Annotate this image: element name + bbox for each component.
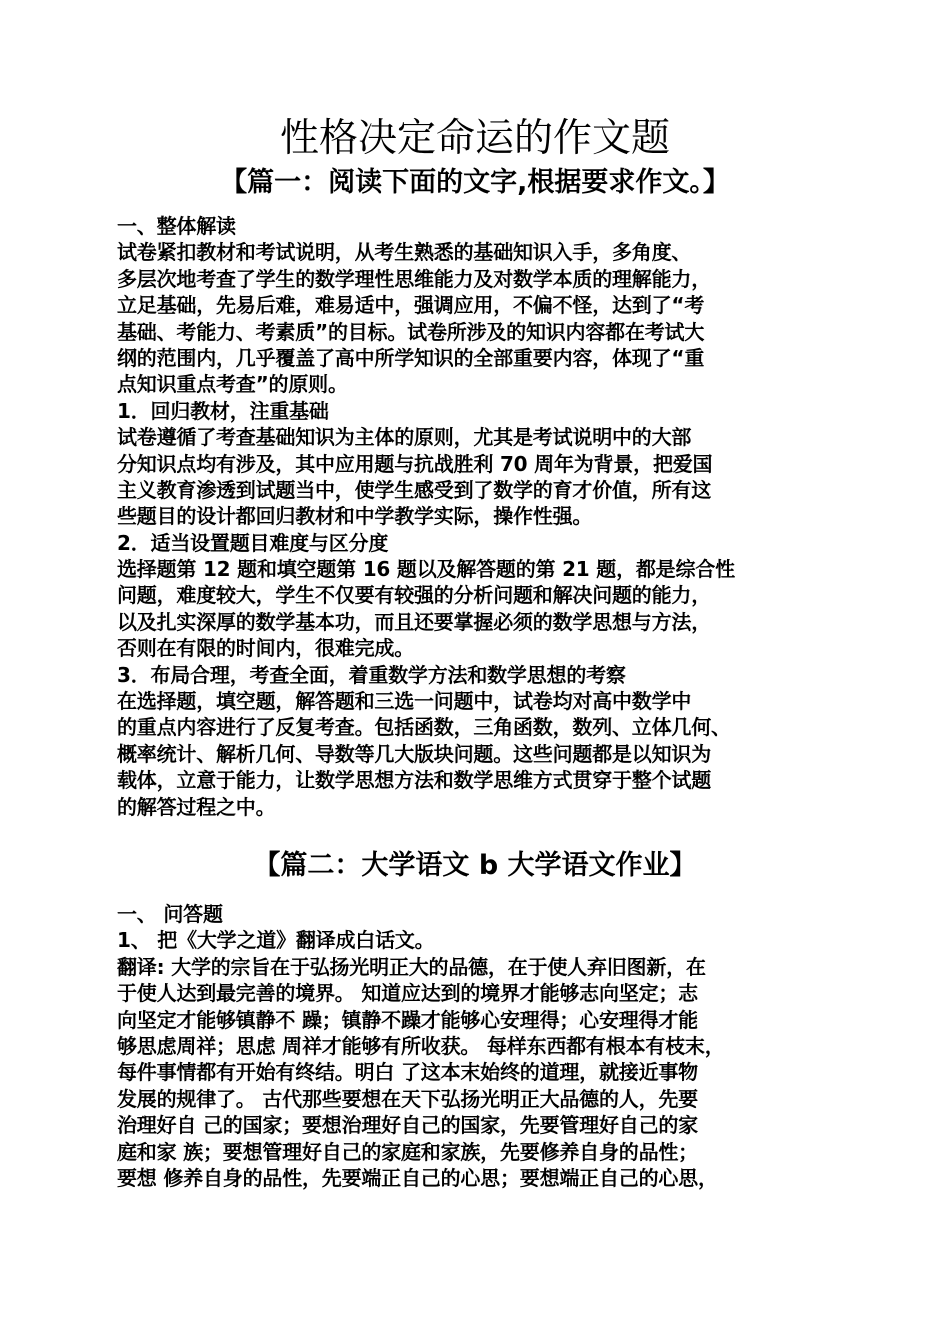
- text-line: 分知识点均有涉及，其中应用题与抗战胜利 70 周年为背景，把爱国: [117, 451, 713, 476]
- subheading-line: 1．回归教材，注重基础: [117, 398, 329, 423]
- text-line: 发展的规律了。 古代那些要想在天下弘扬光明正大品德的人，先要: [117, 1086, 698, 1111]
- text-line: 试卷遵循了考查基础知识为主体的原则，尤其是考试说明中的大部: [117, 425, 692, 450]
- document-title: 性格决定命运的作文题: [279, 116, 670, 161]
- text-line: 选择题第 12 题和填空题第 16 题以及解答题的第 21 题，都是综合性: [117, 557, 735, 582]
- text-line: 概率统计、解析几何、导数等几大版块问题。这些问题都是以知识为: [117, 741, 711, 766]
- section-body-1: [117, 213, 839, 820]
- text-line: 否则在有限的时间内，很难完成。: [117, 636, 414, 661]
- text-line: 试卷紧扣教材和考试说明，从考生熟悉的基础知识入手，多角度、: [117, 240, 692, 265]
- text-line: 点知识重点考查”的原则。: [117, 372, 348, 397]
- text-line: 要想 修养自身的品性，先要端正自己的心思；要想端正自己的心思，: [117, 1165, 718, 1190]
- text-line: 翻译: 大学的宗旨在于弘扬光明正大的品德，在于使人弃旧图新，在: [117, 954, 706, 979]
- text-line: 问题，难度较大，学生不仅要有较强的分析问题和解决问题的能力，: [117, 583, 711, 608]
- text-line: 以及扎实深厚的数学基本功，而且还要掌握必须的数学思想与方法，: [117, 609, 711, 634]
- text-line: 够思虑周祥；思虑 周祥才能够有所收获。 每样东西都有根本有枝末，: [117, 1033, 725, 1058]
- section-body-2: [117, 901, 839, 1191]
- text-line: 每件事情都有开始有终结。明白 了这本末始终的道理，就接近事物: [117, 1060, 698, 1085]
- text-line: 载体，立意于能力，让数学思想方法和数学思维方式贯穿于整个试题: [117, 768, 711, 793]
- text-line: 多层次地考查了学生的数学理性思维能力及对数学本质的理解能力，: [117, 266, 711, 291]
- section-heading-qa: 一、 问答题: [117, 902, 223, 926]
- subheading-line: 2．适当设置题目难度与区分度: [117, 530, 389, 555]
- section-heading-1: 【篇一：阅读下面的文字,根据要求作文。】: [220, 167, 730, 198]
- text-line: 立足基础，先易后难，难易适中，强调应用，不偏不怪，达到了“考: [117, 293, 705, 318]
- text-line: 于使人达到最完善的境界。 知道应达到的境界才能够志向坚定；志: [117, 981, 698, 1006]
- text-line: 在选择题，填空题，解答题和三选一问题中，试卷均对高中数学中: [117, 689, 692, 714]
- text-line: 的重点内容进行了反复考查。包括函数，三角函数，数列、立体几何、: [117, 715, 731, 740]
- text-line: 基础、考能力、考素质”的目标。试卷所涉及的知识内容都在考试大: [117, 319, 705, 344]
- text-line: 些题目的设计都回归教材和中学教学实际，操作性强。: [117, 504, 593, 529]
- text-line: 治理好自 己的国家；要想治理好自己的国家，先要管理好自己的家: [117, 1113, 698, 1138]
- section-heading-overview: 一、整体解读: [117, 214, 236, 238]
- text-line: 庭和家 族；要想管理好自己的家庭和家族，先要修养自身的品性；: [117, 1139, 698, 1164]
- text-line: 主义教育渗透到试题当中，使学生感受到了数学的育才价值，所有这: [117, 477, 711, 502]
- text-line: 纲的范围内，几乎覆盖了高中所学知识的全部重要内容，体现了“重: [117, 345, 705, 370]
- text-line: 的解答过程之中。: [117, 794, 276, 819]
- question-line: 1、 把《大学之道》翻译成白话文。: [117, 928, 435, 953]
- text-line: 向坚定才能够镇静不 躁；镇静不躁才能够心安理得；心安理得才能: [117, 1007, 698, 1032]
- subheading-line: 3．布局合理，考查全面，着重数学方法和数学思想的考察: [117, 662, 626, 687]
- section-heading-2: 【篇二：大学语文 b 大学语文作业】: [253, 850, 697, 881]
